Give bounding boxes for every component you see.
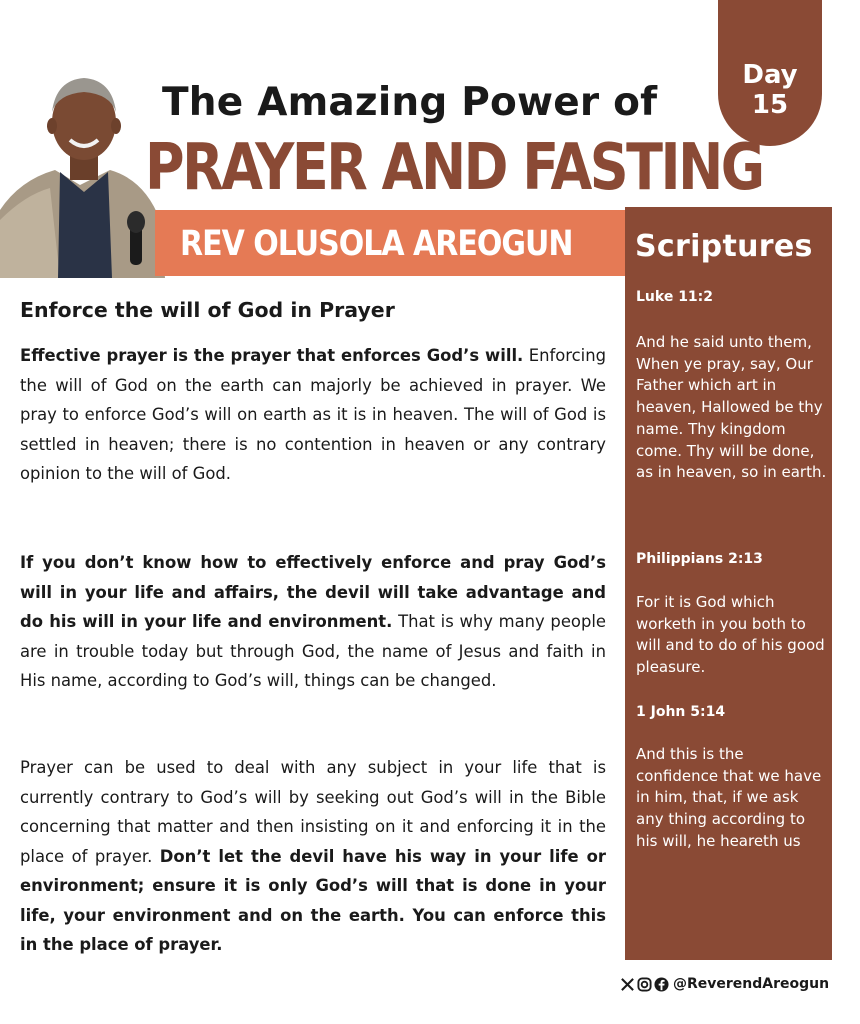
paragraph-text: Enforcing the will of God on the earth can majorly be achieved in prayer. We pray to enforce God’s will on earth as it is in heaven. The will of God is settled in heaven; there is no contention in heaven or any contrary opinion to the will of God.	[20, 346, 606, 483]
social-handle-row	[620, 972, 840, 996]
scriptures-sidebar	[625, 207, 832, 960]
x-icon[interactable]	[620, 977, 635, 992]
facebook-icon[interactable]	[654, 977, 669, 992]
paragraph-text: Prayer can be used to deal with any subject in your life that is currently contrary to God’s will by seeking out God’s will in the Bible concerning that matter and then insisting on it and enforcing it in the place of prayer.	[20, 758, 606, 866]
scripture-text: For it is God which worketh in you both to will and to do of his good pleasure.	[636, 593, 825, 677]
day-label: Day	[742, 60, 798, 90]
scripture-text: And he said unto them, When ye pray, say, Our Father which art in heaven, Hallowed be thy name. Thy kingdom come. Thy will be done, as in heaven, so in earth.	[636, 333, 827, 482]
article-paragraph	[20, 753, 606, 960]
paragraph-emphasis: Effective prayer is the prayer that enforces God’s will.	[20, 346, 524, 365]
day-number: 15	[751, 90, 789, 120]
title-line-2: PRAYER AND FASTING	[145, 130, 763, 205]
paragraph-emphasis: Don’t let the devil have his way in your life or environment; ensure it is only God’s will that is done in your life, your environment and on the earth. You can enforce this in the place of prayer.	[20, 846, 606, 954]
scripture-text: And this is the confidence that we have in him, that, if we ask any thing according to his will, he heareth us	[636, 745, 822, 850]
article-heading: Enforce the will of God in Prayer	[20, 298, 395, 322]
instagram-icon[interactable]	[637, 977, 652, 992]
scripture-reference: 1 John 5:14	[636, 704, 726, 720]
social-handle: @ReverendAreogun	[673, 976, 830, 992]
speaker-portrait	[0, 60, 168, 278]
scriptures-heading: Scriptures	[635, 229, 813, 264]
article-paragraph	[20, 341, 606, 489]
paragraph-emphasis: If you don’t know how to effectively enforce and pray God’s will in your life and affairs, the devil will take advantage and do his will in your life and environment.	[20, 553, 606, 631]
day-badge	[718, 0, 822, 146]
paragraph-text: That is why many people are in trouble today but through God, the name of Jesus and faith in His name, according to God’s will, things can be changed.	[20, 612, 606, 690]
author-name: REV OLUSOLA AREOGUN	[180, 224, 573, 265]
scripture-reference: Philippians 2:13	[636, 551, 763, 567]
article-paragraph	[20, 548, 606, 696]
title-line-1: The Amazing Power of	[162, 80, 658, 125]
scripture-reference: Luke 11:2	[636, 289, 714, 305]
